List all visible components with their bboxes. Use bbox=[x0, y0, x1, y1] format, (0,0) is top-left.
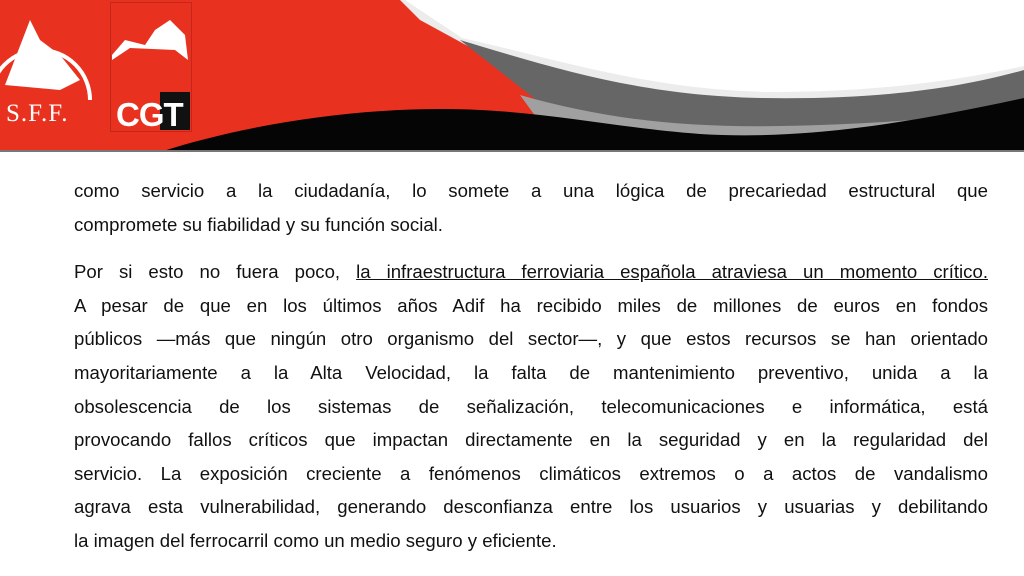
text-line: A pesar de que en los últimos años Adif ha recibido miles de millones de euros en fondos bbox=[74, 294, 988, 316]
text-line: como servicio a la ciudadanía, lo somete a una lógica de precariedad estructural que bbox=[74, 180, 988, 201]
header-banner bbox=[0, 0, 1024, 152]
cgt-logo-text: CGT bbox=[116, 96, 183, 133]
text-line: la imagen del ferrocarril como un medio seguro y eficiente. bbox=[74, 529, 557, 551]
sff-logo-text: S.F.F. bbox=[6, 100, 69, 127]
document-body bbox=[74, 176, 988, 560]
paragraph-2 bbox=[74, 257, 988, 559]
text-line: provocando fallos críticos que impactan directamente en la seguridad y en la regularidad del bbox=[74, 429, 988, 451]
text-line: agrava esta vulnerabilidad, generando desconfianza entre los usuarios y usuarias y debilitando bbox=[74, 496, 988, 518]
text-line: públicos —más que ningún otro organismo del sector—, y que estos recursos se han orientado bbox=[74, 328, 988, 350]
text-line: obsolescencia de los sistemas de señalización, telecomunicaciones e informática, está bbox=[74, 395, 988, 417]
text-line: servicio. La exposición creciente a fenómenos climáticos extremos o a actos de vandalismo bbox=[74, 462, 988, 484]
text-line: mayoritariamente a la Alta Velocidad, la falta de mantenimiento preventivo, unida a la bbox=[74, 361, 988, 383]
underlined-statement: la infraestructura ferroviaria española atraviesa un momento crítico. bbox=[356, 261, 988, 283]
paragraph-1 bbox=[74, 176, 988, 243]
text-line: compromete su fiabilidad y su función social. bbox=[74, 213, 443, 235]
text-span: Por si esto no fuera poco, bbox=[74, 261, 357, 283]
text-line bbox=[74, 257, 988, 291]
